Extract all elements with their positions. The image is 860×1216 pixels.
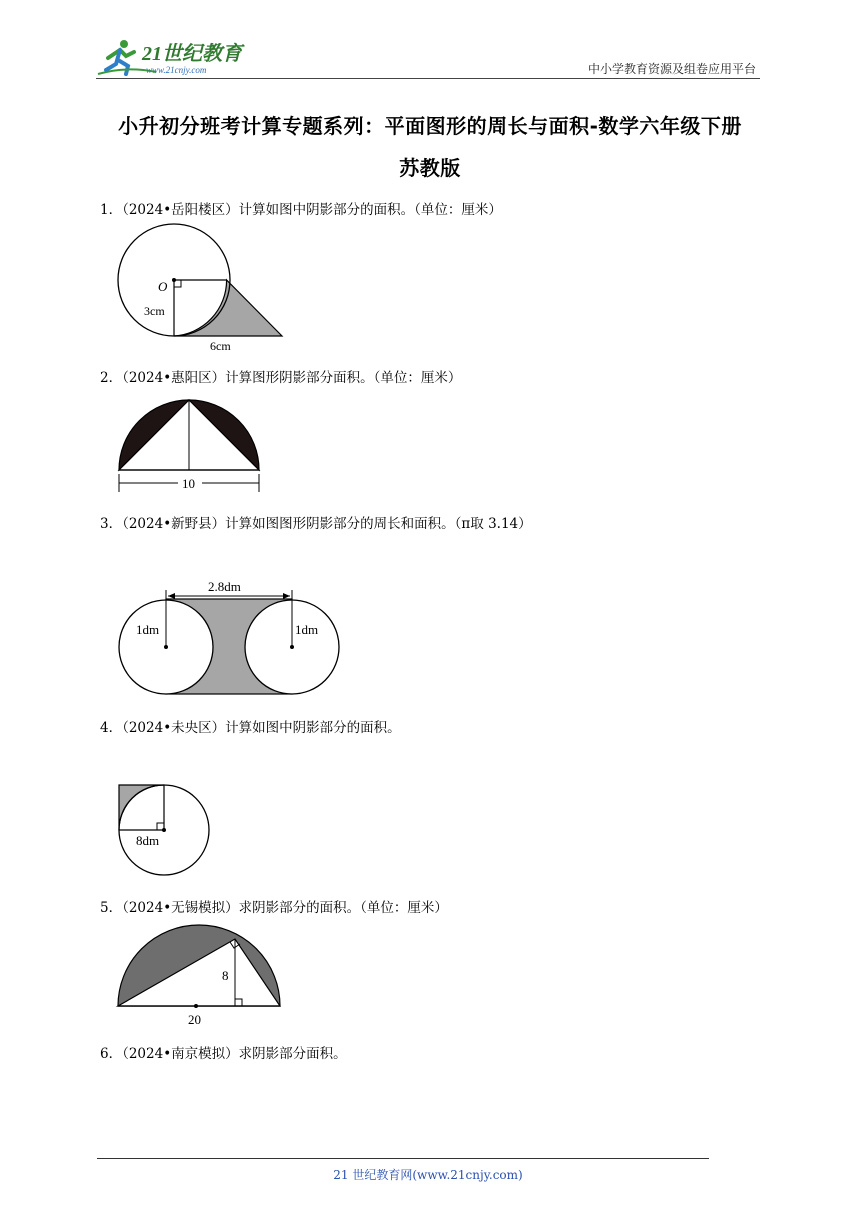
figure-2 — [112, 392, 272, 496]
figure-4 — [112, 778, 216, 880]
label-left-radius: 1dm — [136, 622, 160, 637]
question-number: 1． — [100, 202, 123, 218]
question-number: 5． — [100, 900, 123, 916]
question-1 — [100, 198, 502, 218]
question-4 — [100, 716, 401, 736]
footer-text[interactable]: 21 世纪教育网(www.21cnjy.com) — [333, 1168, 523, 1182]
label-distance: 2.8dm — [208, 579, 241, 594]
question-5 — [100, 896, 448, 916]
logo-url: www.21cnjy.com — [146, 65, 207, 75]
question-number: 2． — [100, 370, 123, 386]
figure-3 — [112, 576, 348, 700]
question-2 — [100, 366, 461, 386]
question-number: 4． — [100, 720, 123, 736]
question-number: 6． — [100, 1046, 123, 1062]
question-text: （2024•岳阳楼区）计算如图中阴影部分的面积。（单位：厘米） — [122, 202, 502, 218]
platform-name: 中小学教育资源及组卷应用平台 — [587, 62, 756, 76]
figure-1 — [112, 222, 292, 356]
label-right-radius: 1dm — [295, 622, 319, 637]
question-text: （2024•无锡模拟）求阴影部分的面积。（单位：厘米） — [122, 900, 448, 916]
header-divider — [96, 78, 760, 79]
label-base: 6cm — [210, 339, 231, 353]
label-radius: 8dm — [136, 833, 160, 848]
footer-divider — [97, 1158, 709, 1159]
site-logo — [96, 36, 266, 78]
question-text: （2024•新野县）计算如图图形阴影部分的周长和面积。（π取 3.14） — [122, 516, 532, 532]
label-diameter: 20 — [188, 1012, 201, 1027]
page-title-line-2: 苏教版 — [399, 156, 461, 180]
label-height: 8 — [222, 968, 229, 983]
label-radius: 3cm — [144, 304, 165, 318]
question-3 — [100, 512, 532, 532]
question-text: （2024•南京模拟）求阴影部分面积。 — [122, 1046, 347, 1062]
figure-5 — [112, 920, 288, 1028]
page-title-line-1: 小升初分班考计算专题系列：平面图形的周长与面积-数学六年级下册 — [118, 114, 742, 138]
question-number: 3． — [100, 516, 123, 532]
question-6 — [100, 1042, 347, 1062]
question-text: （2024•惠阳区）计算图形阴影部分面积。（单位：厘米） — [122, 370, 462, 386]
logo-text: 21世纪教育 — [142, 43, 242, 65]
label-center: O — [158, 279, 168, 294]
label-diameter: 10 — [182, 476, 195, 491]
question-text: （2024•未央区）计算如图中阴影部分的面积。 — [122, 720, 401, 736]
